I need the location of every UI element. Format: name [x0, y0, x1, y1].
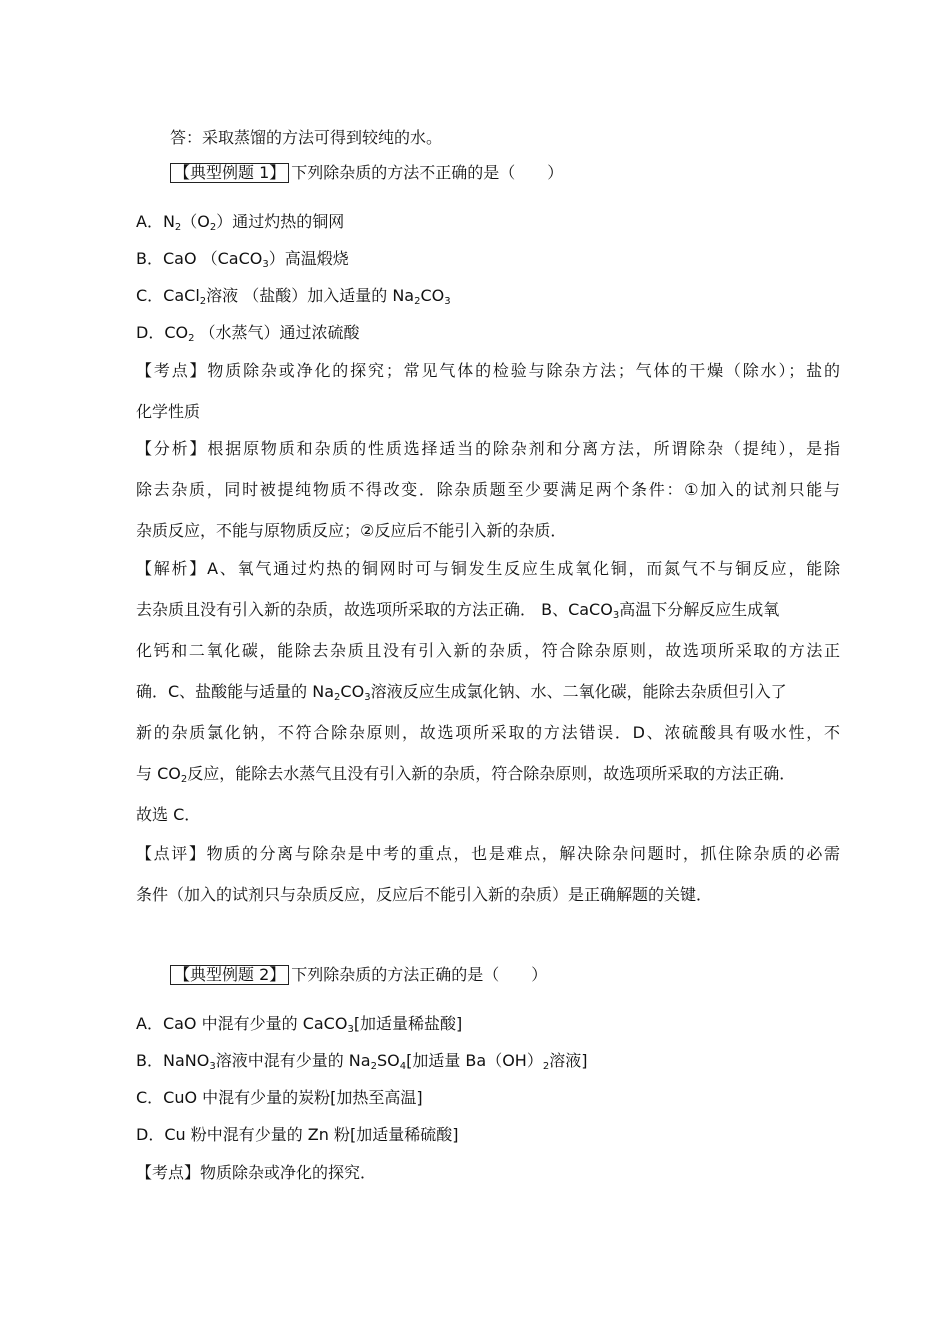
subscript: 3 [262, 259, 269, 270]
text-part: CO [420, 286, 445, 305]
example2-tag: 【典型例题 2】 [170, 965, 289, 985]
text-part: 溶液反应生成氯化钠、水、二氧化碳，能除去杂质但引入了 [370, 682, 787, 701]
text-part: 溶液] [549, 1051, 588, 1070]
subscript: 2 [542, 1061, 550, 1072]
example1-kaodian-line2: 化学性质 [136, 402, 201, 421]
subscript: 2 [334, 692, 341, 703]
example2-question [170, 964, 840, 986]
subscript: 2 [370, 1061, 377, 1072]
text-part: D．CO [136, 323, 189, 342]
text-part: ）高温煅烧 [268, 249, 349, 268]
example1-question-text: 下列除杂质的方法不正确的是（ ） [291, 163, 564, 182]
subscript: 3 [612, 610, 620, 621]
subscript: 3 [444, 296, 451, 307]
text-part: 去杂质且没有引入新的杂质，故选项所采取的方法正确． B、CaCO [136, 600, 613, 619]
example2-option-a [136, 1013, 840, 1035]
example1-option-a [136, 211, 840, 233]
example1-question [170, 162, 840, 184]
example1-jiexi-line1: 【解析】A、氧气通过灼热的铜网时可与铜发生反应生成氧化铜，而氮气不与铜反应，能除 [136, 559, 840, 578]
example1-option-c [136, 285, 840, 307]
text-part: （O [181, 212, 210, 231]
example1-option-b [136, 248, 840, 270]
text-part: B．NaNO [136, 1051, 210, 1070]
example1-jiexi-line4 [136, 681, 840, 703]
subscript: 2 [188, 333, 195, 344]
example1-fenxi-line2: 除去杂质，同时被提纯物质不得改变．除杂质题至少要满足两个条件：①加入的试剂只能与 [136, 480, 840, 499]
example1-jiexi-line3: 化钙和二氧化碳，能除去杂质且没有引入新的杂质，符合除杂原则，故选项所采取的方法正 [136, 641, 840, 660]
subscript: 3 [364, 692, 371, 703]
example1-dianping-line1: 【点评】物质的分离与除杂是中考的重点，也是难点，解决除杂问题时，抓住除杂质的必需 [136, 844, 840, 863]
example1-tag: 【典型例题 1】 [170, 163, 289, 183]
example2-kaodian: 【考点】物质除杂或净化的探究． [136, 1163, 377, 1182]
example2-option-b [136, 1050, 840, 1072]
text-part: C．CaCl [136, 286, 200, 305]
subscript: 2 [199, 296, 207, 307]
text-part: SO [376, 1051, 400, 1070]
text-part: ）通过灼热的铜网 [216, 212, 345, 231]
example1-fenxi-line3: 杂质反应，不能与原物质反应；②反应后不能引入新的杂质． [136, 521, 567, 540]
text-part: [加适量 Ba（OH） [406, 1051, 543, 1070]
example1-jiexi-line5: 新的杂质氯化钠，不符合除杂原则，故选项所采取的方法错误．D、浓硫酸具有吸水性，不 [136, 723, 840, 742]
text-part: 确．C、盐酸能与适量的 Na [136, 682, 335, 701]
answer-text: 答：采取蒸馏的方法可得到较纯的水。 [170, 128, 443, 147]
example1-fenxi-line1: 【分析】根据原物质和杂质的性质选择适当的除杂剂和分离方法，所谓除杂（提纯），是指 [136, 439, 840, 458]
example1-jiexi-line2 [136, 599, 840, 621]
subscript: 2 [174, 222, 182, 233]
text-part: 反应，能除去水蒸气且没有引入新的杂质，符合除杂原则，故选项所采取的方法正确． [187, 764, 796, 783]
example1-option-d [136, 322, 840, 344]
text-part: A．CaO 中混有少量的 CaCO [136, 1014, 348, 1033]
text-part: CO [340, 682, 365, 701]
text-part: 溶液 （盐酸）加入适量的 Na [206, 286, 415, 305]
subscript: 2 [209, 222, 217, 233]
text-part: 高温下分解反应生成氧 [619, 600, 780, 619]
text-part: （水蒸气）通过浓硫酸 [194, 323, 360, 342]
example1-jiexi-line7: 故选 C． [136, 805, 201, 824]
example1-jiexi-line6 [136, 763, 840, 785]
text-part: 溶液中混有少量的 Na [215, 1051, 371, 1070]
example2-question-text: 下列除杂质的方法正确的是（ ） [291, 965, 548, 984]
subscript: 3 [209, 1061, 216, 1072]
text-part: A．N [136, 212, 175, 231]
subscript: 3 [347, 1024, 354, 1035]
subscript: 4 [399, 1061, 407, 1072]
subscript: 2 [180, 774, 188, 785]
subscript: 2 [414, 296, 421, 307]
example2-option-d: D．Cu 粉中混有少量的 Zn 粉[加适量稀硫酸] [136, 1125, 459, 1144]
text-part: [加适量稀盐酸] [353, 1014, 463, 1033]
example2-option-c: C．CuO 中混有少量的炭粉[加热至高温] [136, 1088, 423, 1107]
text-part: 与 CO [136, 764, 181, 783]
example1-dianping-line2: 条件（加入的试剂只与杂质反应，反应后不能引入新的杂质）是正确解题的关键． [136, 885, 713, 904]
text-part: B．CaO （CaCO [136, 249, 263, 268]
example1-kaodian-line1: 【考点】物质除杂或净化的探究；常见气体的检验与除杂方法；气体的干燥（除水）；盐的 [136, 361, 840, 380]
